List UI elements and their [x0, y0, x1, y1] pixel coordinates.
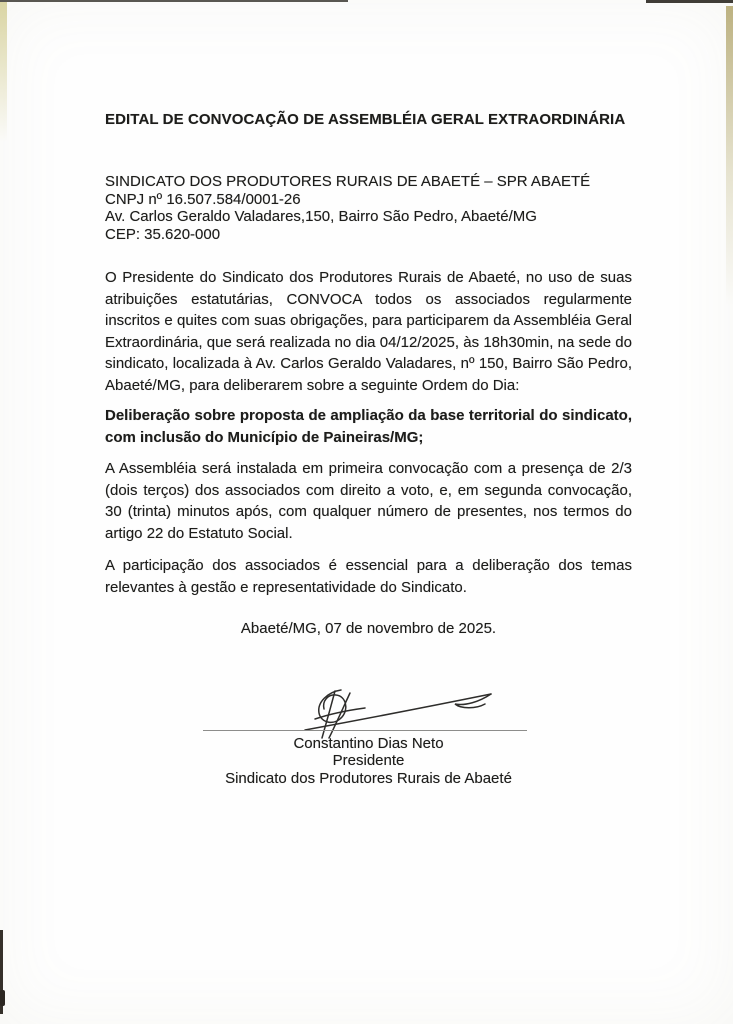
dateline: Abaeté/MG, 07 de novembro de 2025. — [240, 620, 497, 637]
scan-edge-left-strip — [0, 2, 7, 142]
org-address-line: Av. Carlos Geraldo Valadares,150, Bairro São Pedro, Abaeté/MG — [105, 208, 537, 225]
org-cep-line: CEP: 35.620-000 — [105, 225, 221, 243]
document-title: EDITAL DE CONVOCAÇÃO DE ASSEMBLÉIA GERAL EXTRAORDINÁRIA — [105, 111, 626, 128]
scan-edge-right-strip — [726, 6, 733, 306]
signature-block — [105, 686, 632, 811]
signatory-org: Sindicato dos Produtores Rurais de Abaeté — [225, 769, 512, 787]
signatory-role: Presidente — [332, 752, 405, 769]
scan-edge-top-right — [646, 0, 733, 3]
signature-line — [203, 730, 527, 731]
paragraph-convocation: O Presidente do Sindicato dos Produtores Rurais de Abaeté, no uso de suas atribuições estatutárias, CONVOCA todos os associados regularmente inscritos e quites com suas obrigações, para participarem da Assembléia Geral Extraordinária, que será realizada no dia 04/12/2025, às 18h30min, na sede do sindicato, localizada à Av. Carlos Geraldo Valadares, nº 150, Bairro São Pedro, Abaeté/MG, para deliberarem sobre a seguinte Ordem do Dia: — [105, 269, 632, 394]
paragraph-quorum-rules: A Assembléia será instalada em primeira convocação com a presença de 2/3 (dois terços) dos associados com direito a voto, e, em segunda convocação, 30 (trinta) minutos após, com qualquer número de presentes, nos termos do artigo 22 do Estatuto Social. — [105, 460, 632, 542]
org-header-block — [105, 173, 632, 243]
signatory-identification — [105, 735, 632, 788]
scan-edge-bottom-left-blob — [0, 990, 5, 1006]
handwritten-signature — [295, 686, 500, 740]
document-body — [105, 0, 632, 811]
paragraph-participation-note: A participação dos associados é essencial para a deliberação dos temas relevantes à gestão e representatividade do Sindicato. — [105, 557, 632, 596]
signatory-name: Constantino Dias Neto — [293, 734, 444, 752]
paragraph-agenda-item: Deliberação sobre proposta de ampliação da base territorial do sindicato, com inclusão do Município de Paineiras/MG; — [105, 407, 632, 446]
org-name-line: SINDICATO DOS PRODUTORES RURAIS DE ABAETÉ – SPR ABAETÉ — [105, 173, 591, 190]
org-cnpj-line: CNPJ nº 16.507.584/0001-26 — [105, 190, 301, 208]
